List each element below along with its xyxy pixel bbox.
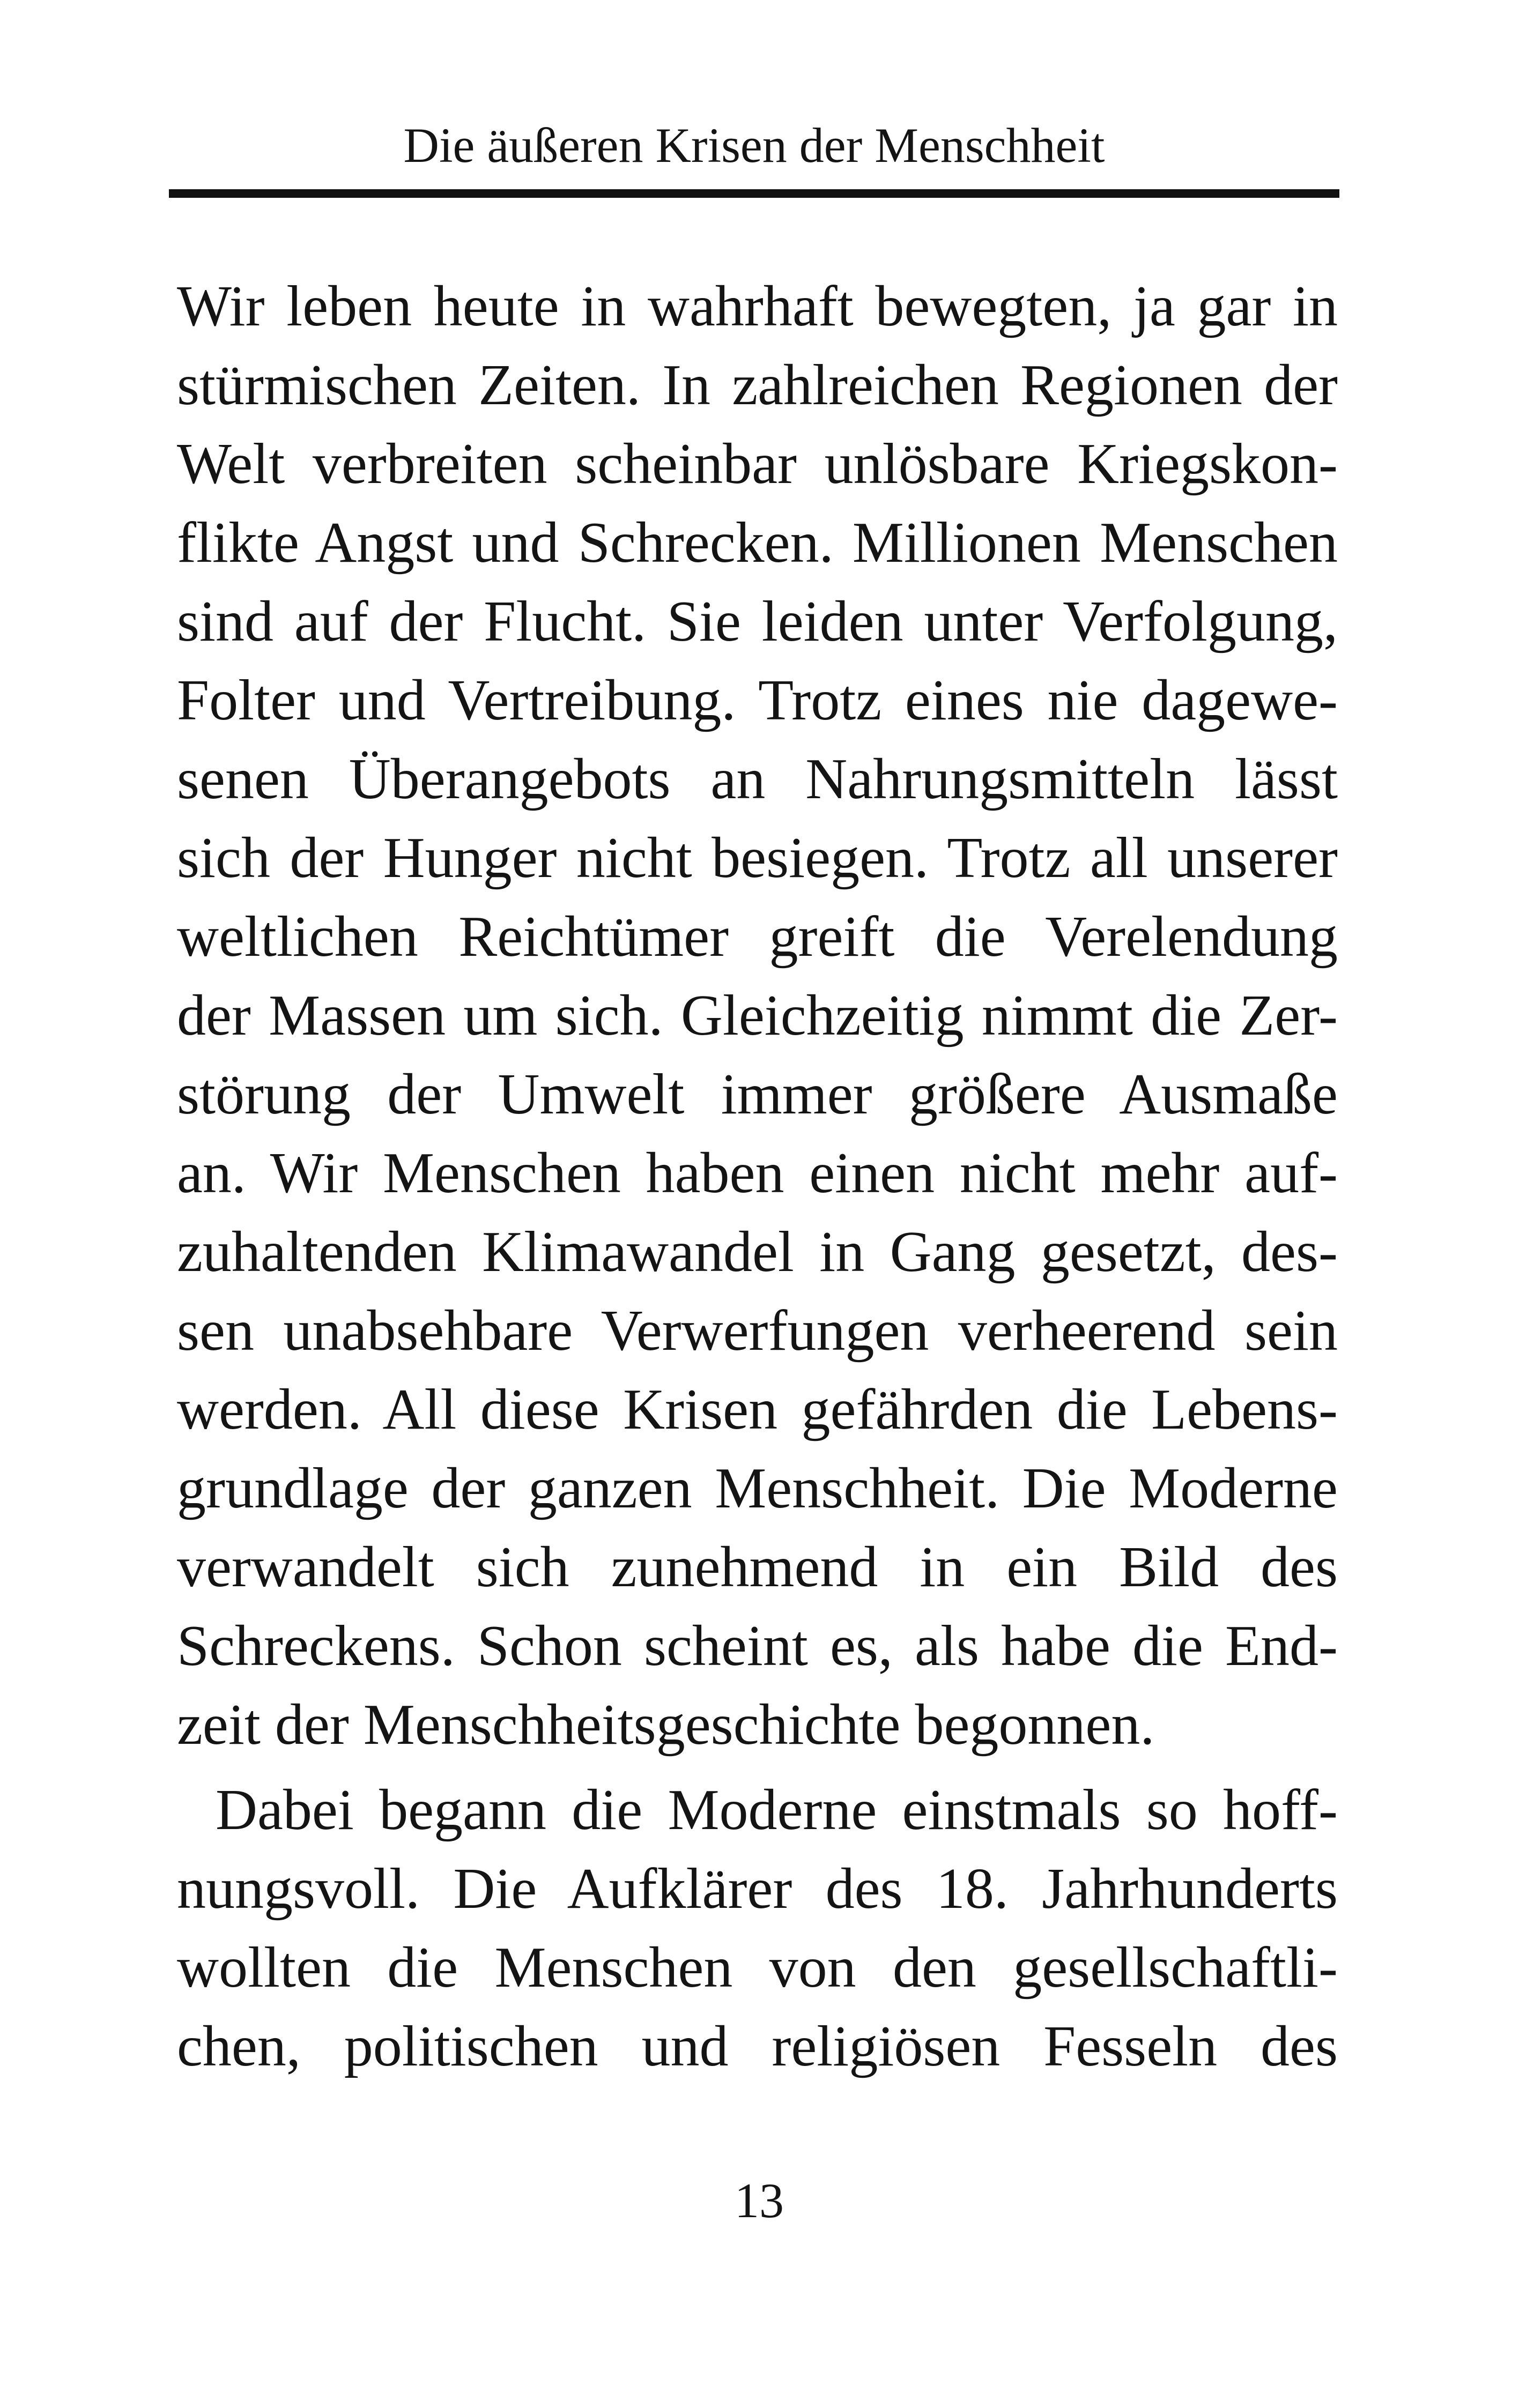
text-line: verwandelt sich zunehmend in ein Bild des (177, 1535, 1338, 1599)
text-line: stürmischen Zeiten. In zahlreichen Regionen der (177, 353, 1338, 417)
text-line: sind auf der Flucht. Sie leiden unter Verfolgung, (177, 590, 1338, 653)
text-line: Wir leben heute in wahrhaft bewegten, ja gar in (177, 274, 1338, 338)
text-line: Dabei begann die Moderne einstmals so hoff- (216, 1778, 1338, 1842)
text-line: wollten die Menschen von den gesellschaftli- (177, 1936, 1338, 2000)
text-line: an. Wir Menschen haben einen nicht mehr auf- (177, 1141, 1338, 1205)
text-line: zuhaltenden Klimawandel in Gang gesetzt, des- (177, 1220, 1338, 1284)
text-line: zeit der Menschheitsgeschichte begonnen. (177, 1693, 1155, 1757)
text-line: Welt verbreiten scheinbar unlösbare Kriegskon- (177, 432, 1338, 496)
page-number: 13 (735, 2173, 784, 2228)
text-line: nungsvoll. Die Aufklärer des 18. Jahrhunderts (177, 1857, 1338, 1921)
text-line: sich der Hunger nicht besiegen. Trotz all unserer (177, 826, 1338, 890)
text-line: werden. All diese Krisen gefährden die Lebens- (177, 1378, 1338, 1441)
text-line: störung der Umwelt immer größere Ausmaße (177, 1062, 1338, 1126)
text-line: Schreckens. Schon scheint es, als habe die End- (177, 1614, 1338, 1678)
text-line: Folter und Vertreibung. Trotz eines nie dagewe- (177, 668, 1338, 732)
text-line: chen, politischen und religiösen Fesseln des (177, 2015, 1338, 2078)
text-line: grundlage der ganzen Menschheit. Die Moderne (177, 1456, 1338, 1520)
text-line: der Massen um sich. Gleichzeitig nimmt die Zer- (177, 984, 1338, 1047)
header-rule (169, 189, 1339, 198)
paragraph-gap (177, 1764, 1338, 1771)
running-head-title: Die äußeren Krisen der Menschheit (403, 118, 1105, 173)
text-line: senen Überangebots an Nahrungsmitteln lässt (177, 747, 1338, 811)
text-line: sen unabsehbare Verwerfungen verheerend sein (177, 1299, 1338, 1363)
body-text (177, 267, 1338, 2086)
text-line: flikte Angst und Schrecken. Millionen Menschen (177, 511, 1338, 575)
text-line: weltlichen Reichtümer greift die Verelendung (177, 905, 1338, 969)
